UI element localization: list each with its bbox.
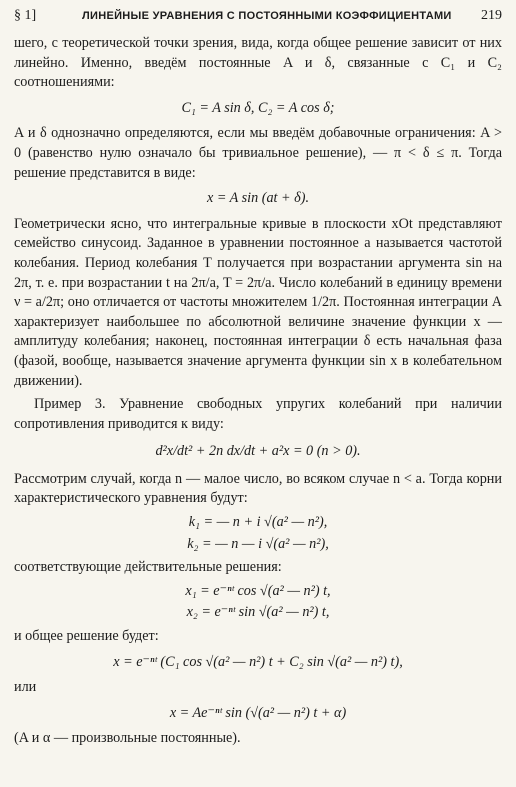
paragraph-1: шего, с теоретической точки зрения, вида, когда общее решение зависит от них линейно. Именно, введём постоянные A и δ, связанные с C₁ и C₂ соотношениями: — [14, 35, 502, 91]
page-number: 219 — [481, 8, 502, 23]
running-header — [14, 8, 502, 30]
paragraph-2: A и δ однозначно определяются, если мы введём добавочные ограничения: A > 0 (равенство нулю означало бы тривиальное решение), — π < δ ≤ π. Тогда решение представится в виде: — [14, 125, 502, 181]
paragraph-3: Геометрически ясно, что интегральные кривые в плоскости xOt представляют семейство синусоид. Заданное в уравнении постоянное a называется частотой колебания. Период колебания T получается при возрастании аргумента sin на 2π, т. е. при возрастании t на 2π/a, T = 2π/a. Число колебаний в единицу времени ν = a/2π; оно отличается от частоты множителем 1/2π. Постоянная интеграции A характеризует наибольшее по абсолютной величине значение функции x — амплитуду колебания; наконец, постоянная интеграции δ есть начальная фаза (фазой, вообще, называется значение аргумента функции sin x в колебательном движении). — [14, 215, 502, 389]
equation-k1: k₁ = — n + i √(a² — n²), — [188, 514, 328, 531]
page-body — [14, 34, 502, 749]
equation-general: x = e⁻ⁿᵗ (C₁ cos √(a² — n²) t + C₂ sin √(a² — n²) t), — [113, 653, 403, 670]
equation-oscillation: d²x/dt² + 2n dx/dt + a²x = 0 (n > 0). — [155, 443, 361, 460]
equation-amplitude-form: x = Ae⁻ⁿᵗ sin (√(a² — n²) t + α) — [169, 704, 347, 721]
running-title: ЛИНЕЙНЫЕ УРАВНЕНИЯ С ПОСТОЯННЫМИ КОЭФФИЦИЕНТАМИ — [82, 10, 452, 22]
paragraph-6: соответствующие действительные решения: — [14, 559, 282, 576]
equation-constants: C₁ = A sin δ, C₂ = A cos δ; — [181, 99, 335, 116]
paragraph-9: (A и α — произвольные постоянные). — [14, 730, 241, 747]
paragraph-5: Рассмотрим случай, когда n — малое число, во всяком случае n < a. Тогда корни характеристического уравнения будут: — [14, 470, 502, 507]
equation-k2: k₂ = — n — i √(a² — n²), — [187, 535, 329, 552]
paragraph-7: и общее решение будет: — [14, 628, 159, 645]
equation-x1: x₁ = e⁻ⁿᵗ cos √(a² — n²) t, — [185, 582, 331, 599]
equation-solution: x = A sin (at + δ). — [206, 190, 310, 207]
equation-x2: x₂ = e⁻ⁿᵗ sin √(a² — n²) t, — [186, 604, 330, 621]
paragraph-example: Пример 3. Уравнение свободных упругих колебаний при наличии сопротивления приводится к виду: — [14, 396, 502, 432]
section-marker: § 1] — [14, 8, 37, 23]
paragraph-8: или — [14, 679, 37, 696]
